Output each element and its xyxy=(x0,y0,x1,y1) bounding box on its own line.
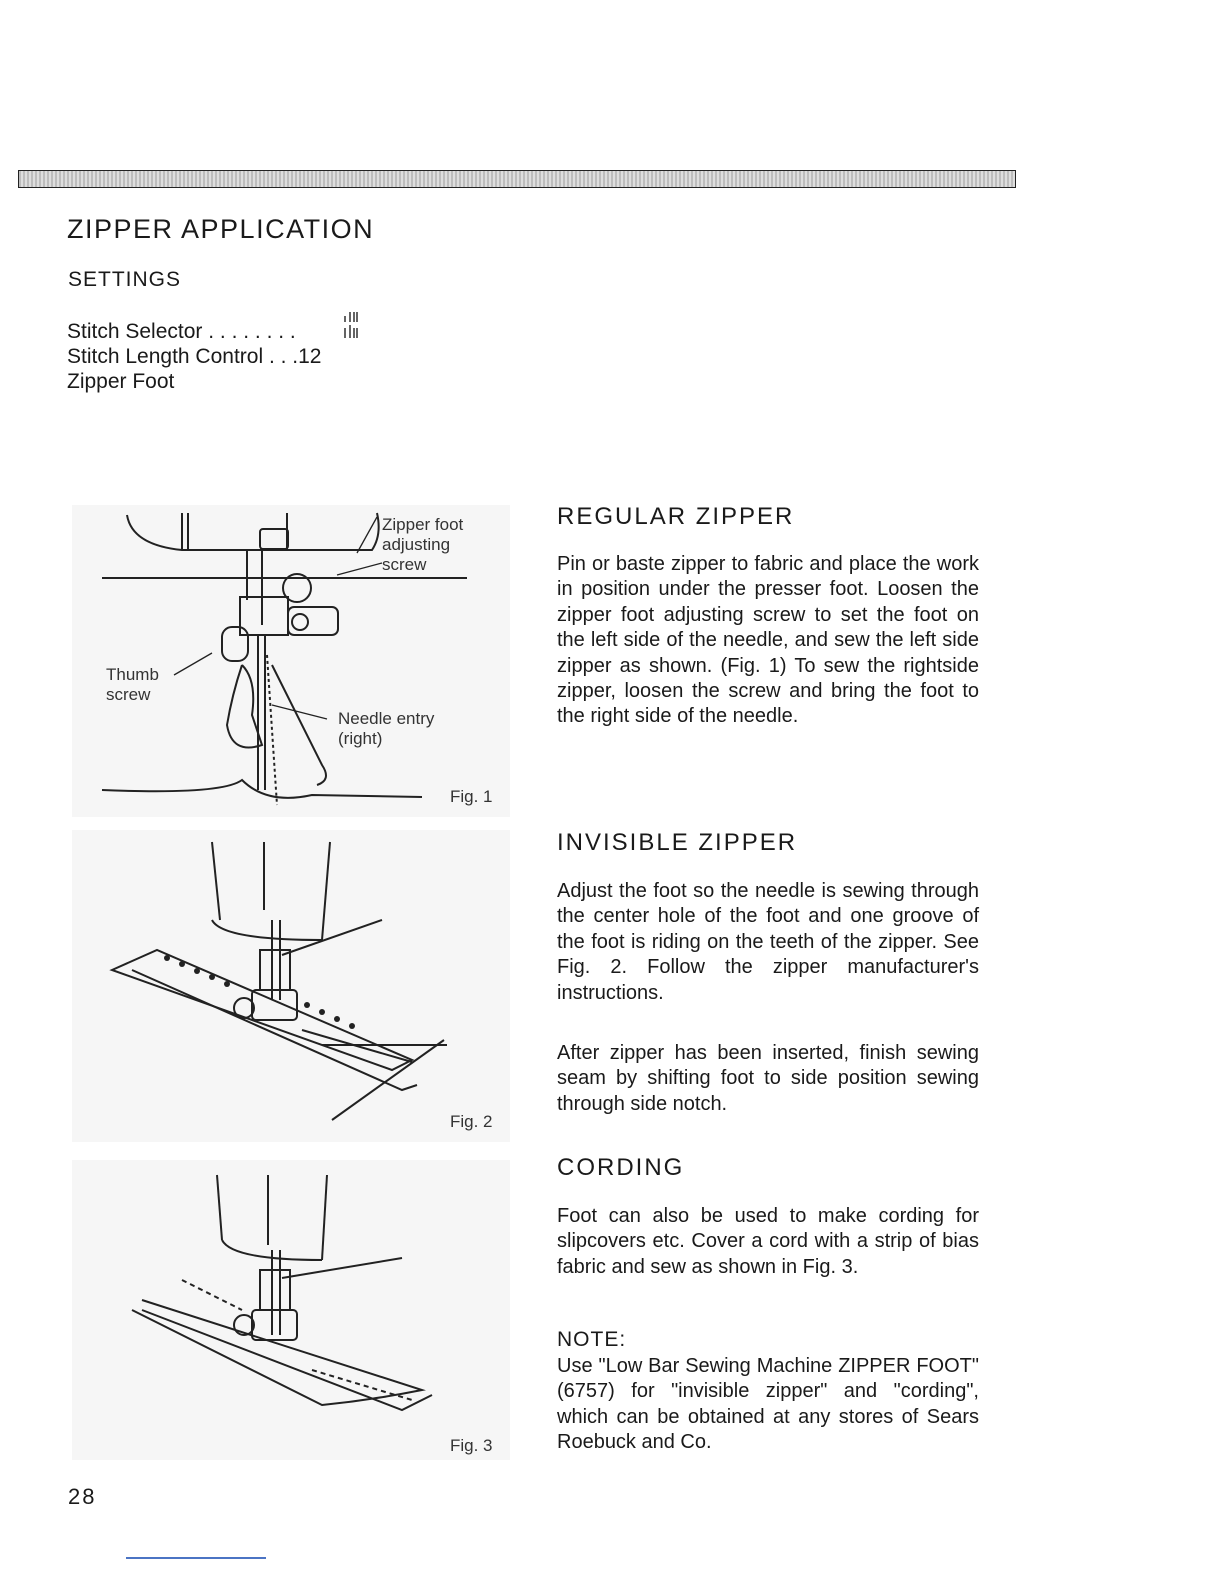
straight-stitch-icon xyxy=(342,310,358,340)
regular-zipper-heading: REGULAR ZIPPER xyxy=(557,503,795,530)
figure-1 xyxy=(72,505,510,817)
fig-1-label: Fig. 1 xyxy=(450,787,493,806)
invisible-zipper-heading: INVISIBLE ZIPPER xyxy=(557,829,798,856)
page-title: ZIPPER APPLICATION xyxy=(67,214,375,244)
figure-3 xyxy=(72,1160,510,1460)
stitch-selector-line: Stitch Selector . . . . . . . . xyxy=(67,320,296,343)
invisible-zipper-body-1: Adjust the foot so the needle is sewing through the center hole of the foot and one groove of the foot is riding on the teeth of the zipper. See Fig. 2. Follow the zipper manufacturer's instructions. xyxy=(557,880,979,1004)
fig-3-label: Fig. 3 xyxy=(450,1436,493,1455)
cording-illustration xyxy=(72,1160,510,1460)
header-bar xyxy=(18,170,1016,188)
fig-2-label: Fig. 2 xyxy=(450,1112,493,1131)
callout-adjust: Zipper foot adjusting screw xyxy=(382,515,464,574)
regular-zipper-body: Pin or baste zipper to fabric and place the work in position under the presser foot. Loosen the zipper foot adjusting screw to set the foot on the left side of the needle, and sew the left side zipper as shown. (Fig. 1) To sew the rightside zipper, loosen the screw and bring the foot to the right side of the needle. xyxy=(557,553,979,728)
callout-needle: Needle entry (right) xyxy=(338,709,435,748)
stitch-length-line: Stitch Length Control . . .12 xyxy=(67,345,322,368)
callout-thumb: Thumb screw xyxy=(106,665,159,704)
note-heading: NOTE: xyxy=(557,1328,627,1351)
cording-heading: CORDING xyxy=(557,1154,685,1181)
invisible-zipper-body-2: After zipper has been inserted, finish sewing seam by shifting foot to side position sewing through side notch. xyxy=(557,1042,979,1115)
note-body: Use "Low Bar Sewing Machine ZIPPER FOOT" (6757) for "invisible zipper" and "cording", which can be obtained at any stores of Sears Roebuck and Co. xyxy=(557,1355,979,1454)
figure-2 xyxy=(72,830,510,1142)
cording-body: Foot can also be used to make cording for slipcovers etc. Cover a cord with a strip of bias fabric and sew as shown in Fig. 3. xyxy=(557,1205,979,1278)
foot-line: Zipper Foot xyxy=(67,370,175,393)
settings-heading: SETTINGS xyxy=(68,268,182,291)
bottom-rule xyxy=(126,1557,266,1559)
page-number: 28 xyxy=(68,1484,97,1509)
invisible-zipper-illustration xyxy=(72,830,510,1142)
